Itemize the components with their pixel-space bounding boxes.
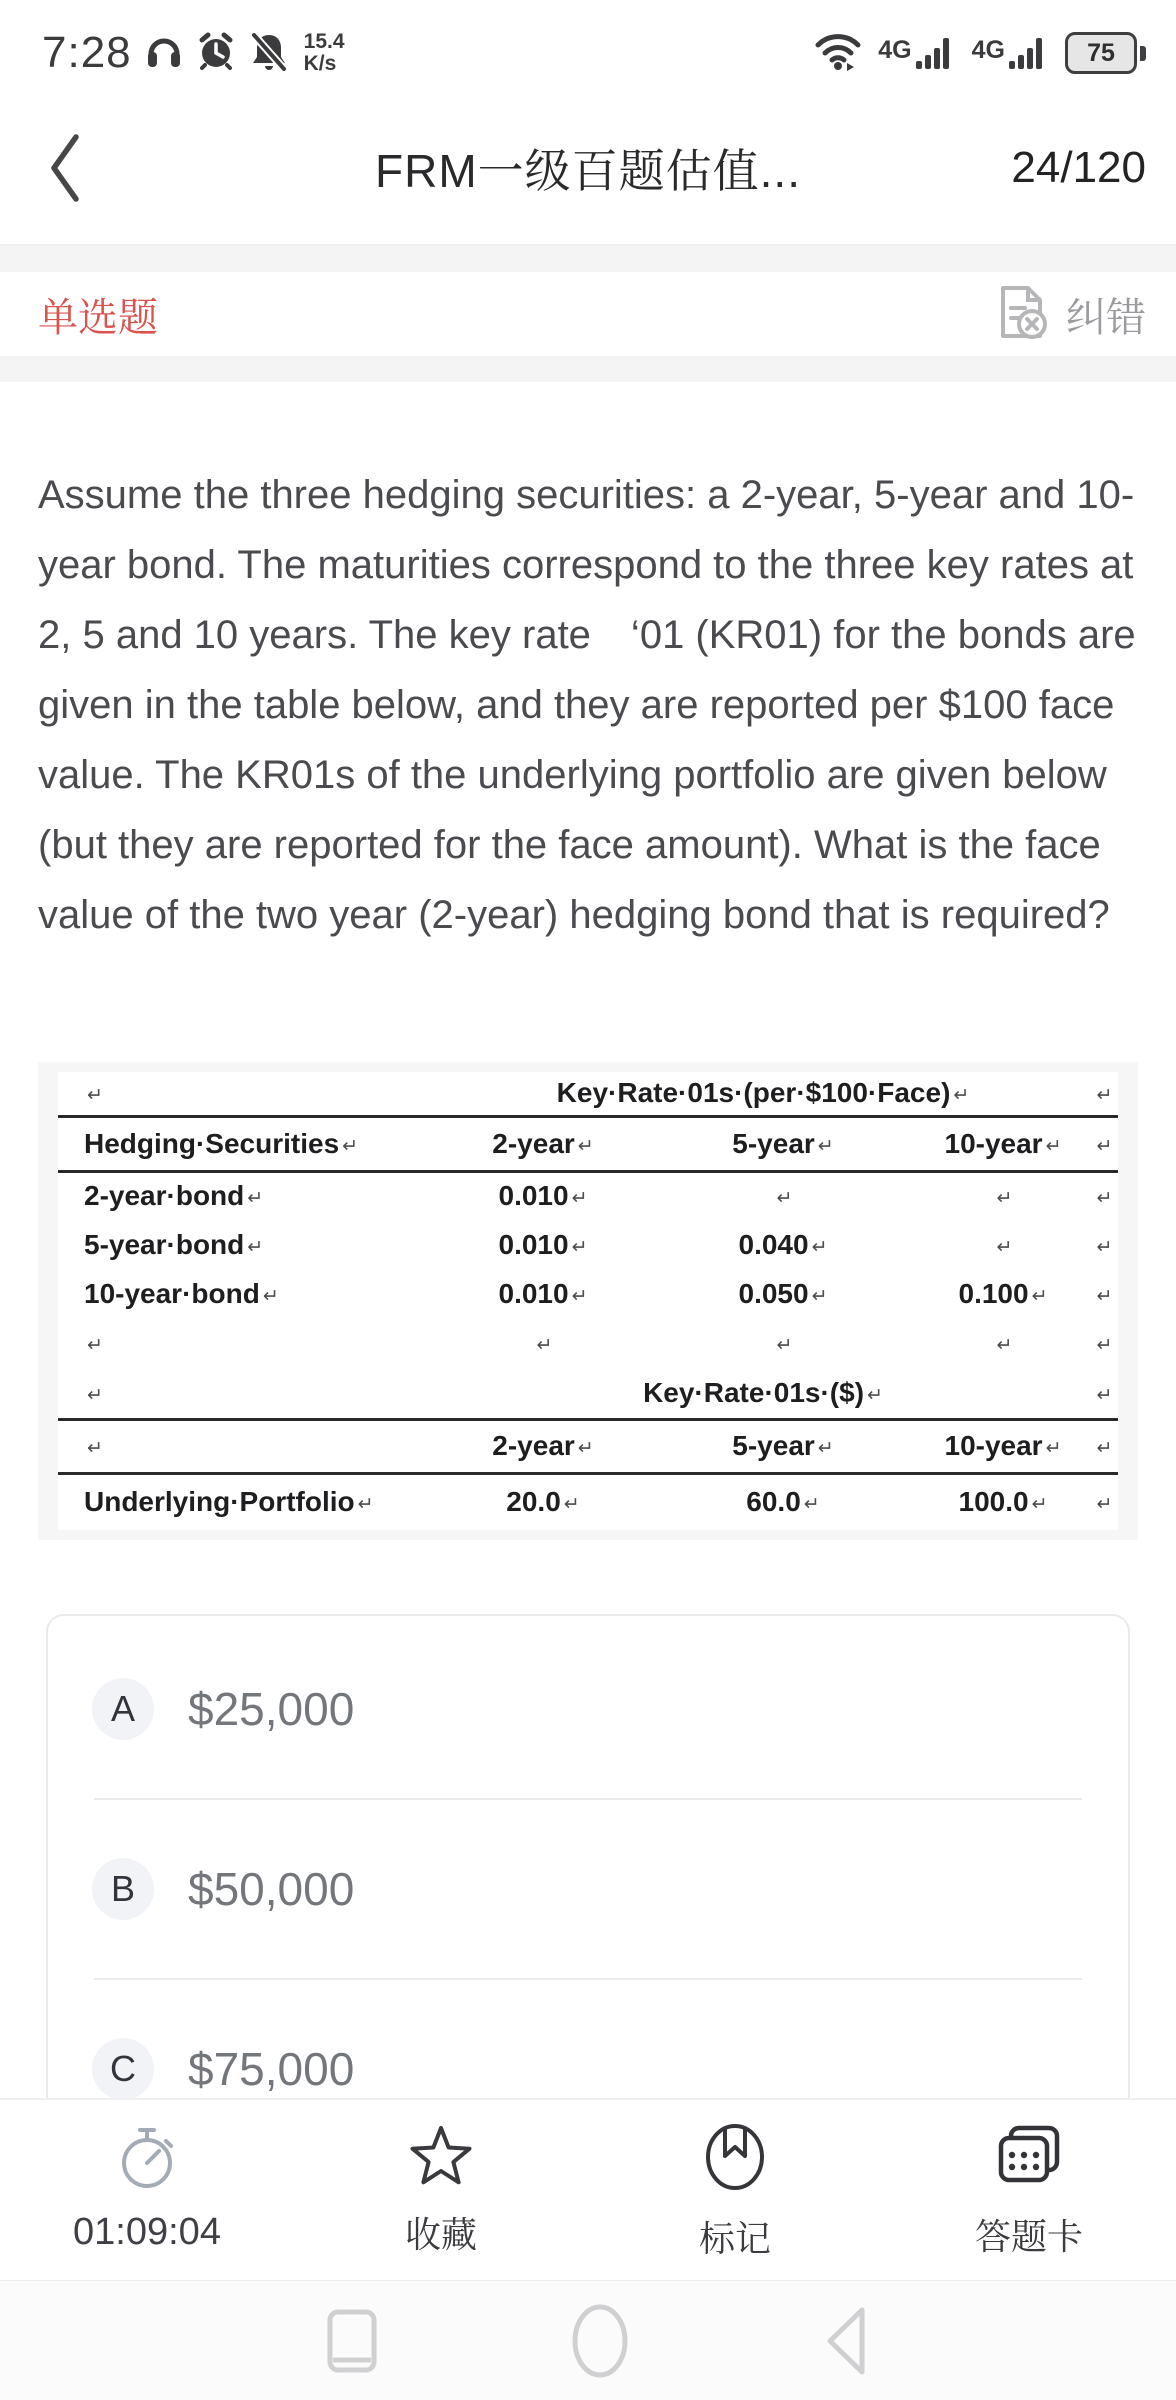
- signal-bars-icon: [1009, 32, 1049, 75]
- status-right: [814, 31, 1146, 76]
- question-type-row: [0, 272, 1176, 356]
- table-row: 5-year·bond ↵ 0.010 ↵ 0.040 ↵ ↵ ↵: [84, 1228, 1113, 1260]
- kr01-table: [58, 1072, 1118, 1530]
- answer-card-icon: [995, 2124, 1063, 2193]
- alarm-icon: [196, 31, 236, 76]
- android-back-button[interactable]: [786, 2281, 906, 2400]
- recents-button[interactable]: [292, 2281, 412, 2400]
- signal-sim1: [878, 32, 955, 75]
- nav-bar: [0, 92, 1176, 246]
- option-text: $50,000: [188, 1863, 355, 1915]
- mark-label: 标记: [698, 2218, 771, 2259]
- bookmark-circle-icon: [702, 2124, 768, 2195]
- battery-indicator: [1065, 32, 1146, 74]
- table-image-region: [38, 1062, 1138, 1540]
- page-title: FRM一级百题估值...: [375, 145, 801, 197]
- favorite-item[interactable]: [294, 2100, 588, 2282]
- stopwatch-icon: [114, 2124, 180, 2195]
- table-header-row: Hedging·Securities ↵ 2-year ↵ 5-year ↵ 10-year ↵ ↵: [58, 1116, 1118, 1171]
- favorite-label: 收藏: [404, 2214, 477, 2255]
- report-error-label: 纠错: [1066, 295, 1146, 340]
- sim2-network-type: 4G: [971, 35, 1005, 64]
- divider-strip: [0, 356, 1176, 382]
- report-error-button[interactable]: [992, 282, 1146, 347]
- table-header-row: ↵ 2-year ↵ 5-year ↵ 10-year ↵ ↵: [58, 1419, 1118, 1473]
- android-nav-bar: [0, 2280, 1176, 2400]
- table-row: ↵ Key·Rate·01s·($) ↵ ↵: [87, 1376, 1113, 1408]
- table-row: ↵ ↵ ↵ ↵ ↵: [87, 1335, 1113, 1356]
- option-row-b[interactable]: [48, 1800, 1128, 1978]
- signal-bars-icon: [916, 32, 956, 75]
- table-row: 10-year·bond ↵ 0.010 ↵ 0.050 ↵ 0.100 ↵ ↵: [84, 1277, 1113, 1309]
- battery-level-text: 75: [1087, 38, 1115, 67]
- network-speed-value: 15.4: [303, 30, 345, 53]
- network-speed: [304, 31, 345, 75]
- battery-nub: [1140, 46, 1146, 61]
- table-row: 2-year·bond ↵ 0.010 ↵ ↵ ↵ ↵: [84, 1180, 1113, 1212]
- timer-item[interactable]: [0, 2100, 294, 2282]
- sim1-network-type: 4G: [878, 35, 912, 64]
- timer-text: 01:09:04: [73, 2211, 221, 2253]
- question-progress: 24/120: [1011, 143, 1146, 192]
- status-left: [42, 28, 345, 78]
- option-letter-badge: B: [92, 1858, 154, 1920]
- option-text: $25,000: [188, 1683, 355, 1735]
- table-section2-title: Key·Rate·01s·($): [643, 1376, 865, 1408]
- signal-sim2: [972, 32, 1049, 75]
- table-section1-title: Key·Rate·01s·(per·$100·Face): [556, 1077, 951, 1109]
- question-text: Assume the three hedging securities: a 2-year, 5-year and 10-year bond. The maturities correspond to the three key rates at 2, 5 and 10 years. The key rate ‘01 (KR01) for the bonds are given in the table below, and they are reported per $100 face value. The KR01s of the underlying portfolio are given below (but they are reported for the face amount). What is the face value of the two year (2-year) hedging bond that is required?: [38, 473, 1136, 937]
- answer-card-label: 答题卡: [974, 2216, 1083, 2257]
- question-type-label: 单选题: [38, 295, 158, 340]
- answer-card-item[interactable]: [882, 2100, 1176, 2282]
- option-letter-badge: C: [92, 2038, 154, 2100]
- mark-item[interactable]: [588, 2100, 882, 2282]
- bottom-toolbar: [0, 2098, 1176, 2282]
- option-letter-badge: A: [92, 1678, 154, 1740]
- table-row: Underlying·Portfolio ↵ 20.0 ↵ 60.0 ↵ 100.0 ↵ ↵: [84, 1486, 1113, 1518]
- battery-body: [1065, 32, 1137, 74]
- clock-text: 7:28: [42, 28, 132, 77]
- star-icon: [409, 2124, 473, 2191]
- home-button[interactable]: [540, 2281, 660, 2400]
- report-error-icon: [992, 282, 1052, 347]
- divider-strip: [0, 246, 1176, 272]
- bell-muted-icon: [250, 31, 288, 76]
- option-row-a[interactable]: [48, 1620, 1128, 1798]
- option-text: $75,000: [188, 2043, 355, 2095]
- network-speed-unit: K/s: [303, 52, 337, 75]
- status-bar: [0, 0, 1176, 92]
- table-row: ↵ Key·Rate·01s·(per·$100·Face) ↵ ↵: [87, 1077, 1113, 1109]
- wifi-icon: [814, 31, 862, 76]
- headphones-icon: [146, 32, 182, 75]
